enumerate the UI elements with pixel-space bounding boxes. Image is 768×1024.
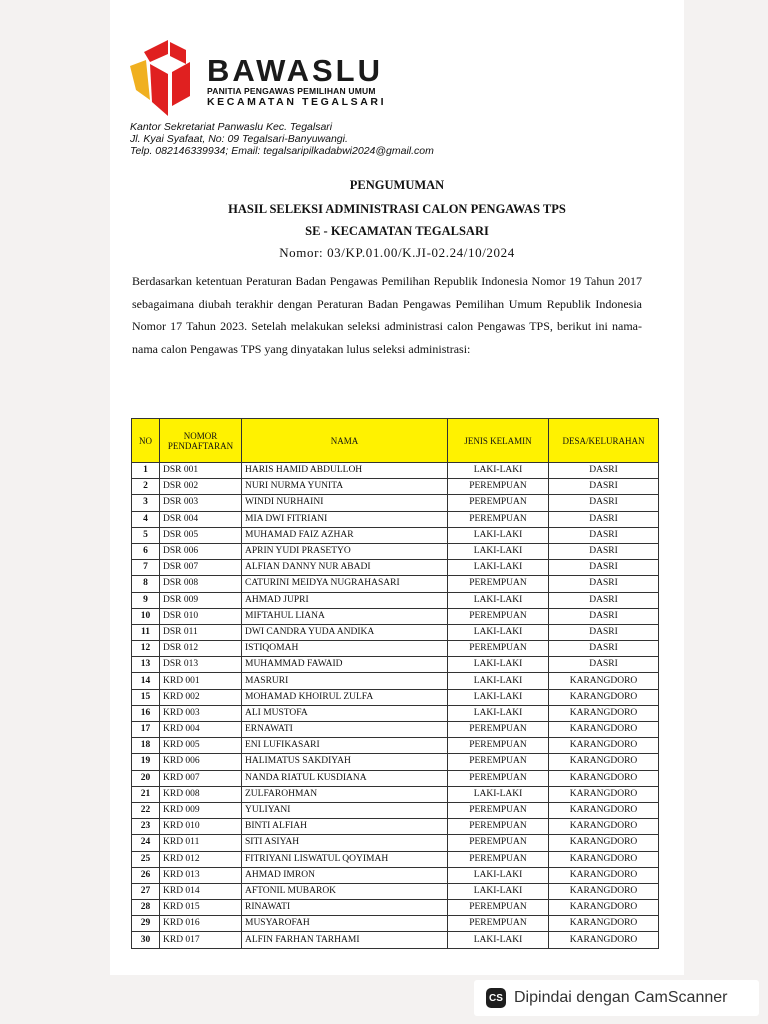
address-line: Jl. Kyai Syafaat, No: 09 Tegalsari-Banyuwangi. (130, 133, 348, 145)
cell-village: DASRI (549, 657, 659, 673)
table-row (132, 624, 659, 640)
cell-gender: PEREMPUAN (448, 495, 549, 511)
cell-name: AHMAD JUPRI (242, 592, 448, 608)
cell-gender: PEREMPUAN (448, 900, 549, 916)
cell-registration-number: KRD 016 (160, 916, 242, 932)
cell-name: SITI ASIYAH (242, 835, 448, 851)
cell-registration-number: KRD 014 (160, 883, 242, 899)
table-row (132, 916, 659, 932)
cell-registration-number: KRD 008 (160, 786, 242, 802)
table-row (132, 673, 659, 689)
cell-gender: PEREMPUAN (448, 851, 549, 867)
bawaslu-logo-icon (128, 40, 208, 118)
table-row (132, 608, 659, 624)
cell-no: 17 (132, 722, 160, 738)
cell-name: ALFIAN DANNY NUR ABADI (242, 560, 448, 576)
cell-village: KARANGDORO (549, 689, 659, 705)
table-row (132, 592, 659, 608)
cell-gender: LAKI-LAKI (448, 560, 549, 576)
cell-registration-number: DSR 003 (160, 495, 242, 511)
cell-village: DASRI (549, 511, 659, 527)
cell-village: KARANGDORO (549, 770, 659, 786)
cell-registration-number: DSR 001 (160, 463, 242, 479)
cell-name: DWI CANDRA YUDA ANDIKA (242, 624, 448, 640)
cell-registration-number: KRD 013 (160, 867, 242, 883)
cell-registration-number: DSR 008 (160, 576, 242, 592)
cell-no: 15 (132, 689, 160, 705)
header-no: NO (132, 419, 160, 463)
cell-name: ZULFAROHMAN (242, 786, 448, 802)
cell-gender: LAKI-LAKI (448, 624, 549, 640)
letterhead-contact (130, 121, 434, 157)
cell-name: CATURINI MEIDYA NUGRAHASARI (242, 576, 448, 592)
address-line: Kantor Sekretariat Panwaslu Kec. Tegalsari (130, 121, 333, 133)
cell-gender: PEREMPUAN (448, 576, 549, 592)
table-row (132, 802, 659, 818)
table-row (132, 722, 659, 738)
cell-registration-number: KRD 009 (160, 802, 242, 818)
cell-registration-number: KRD 001 (160, 673, 242, 689)
cell-village: KARANGDORO (549, 754, 659, 770)
cell-village: DASRI (549, 576, 659, 592)
table-row (132, 479, 659, 495)
cell-village: DASRI (549, 527, 659, 543)
cell-name: MIA DWI FITRIANI (242, 511, 448, 527)
cell-name: MUHAMMAD FAWAID (242, 657, 448, 673)
cell-village: DASRI (549, 592, 659, 608)
cell-no: 23 (132, 819, 160, 835)
cell-gender: PEREMPUAN (448, 835, 549, 851)
cell-name: NURI NURMA YUNITA (242, 479, 448, 495)
cell-village: KARANGDORO (549, 722, 659, 738)
cell-gender: PEREMPUAN (448, 754, 549, 770)
table-row (132, 851, 659, 867)
cell-no: 7 (132, 560, 160, 576)
cell-no: 1 (132, 463, 160, 479)
cell-village: KARANGDORO (549, 916, 659, 932)
table-row (132, 786, 659, 802)
cell-registration-number: DSR 002 (160, 479, 242, 495)
cell-name: ISTIQOMAH (242, 641, 448, 657)
cell-no: 16 (132, 705, 160, 721)
cell-village: KARANGDORO (549, 867, 659, 883)
header-registration-number: NOMOR PENDAFTARAN (160, 419, 242, 463)
cell-village: KARANGDORO (549, 738, 659, 754)
cell-gender: PEREMPUAN (448, 916, 549, 932)
cell-gender: LAKI-LAKI (448, 673, 549, 689)
cell-name: MUHAMAD FAIZ AZHAR (242, 527, 448, 543)
cell-name: MUSYAROFAH (242, 916, 448, 932)
cell-registration-number: DSR 011 (160, 624, 242, 640)
table-row (132, 543, 659, 559)
table-row (132, 932, 659, 948)
cell-village: KARANGDORO (549, 883, 659, 899)
announcement-body: Berdasarkan ketentuan Peraturan Badan Pengawas Pemilihan Republik Indonesia Nomor 19 Tahun 2017 sebagaimana diubah terakhir dengan Peraturan Badan Pengawas Pemilihan Umum Republik Indonesia Nomor 17 Tahun 2023. Setelah melakukan seleksi administrasi calon Pengawas TPS, berikut ini nama-nama calon Pengawas TPS yang dinyatakan lulus seleksi administrasi: (132, 274, 642, 356)
cell-registration-number: KRD 002 (160, 689, 242, 705)
table-row (132, 754, 659, 770)
cell-gender: LAKI-LAKI (448, 463, 549, 479)
cell-name: ALI MUSTOFA (242, 705, 448, 721)
cell-no: 29 (132, 916, 160, 932)
table-row (132, 883, 659, 899)
announcement-subtitle: HASIL SELEKSI ADMINISTRASI CALON PENGAWAS TPS (228, 202, 566, 216)
cell-registration-number: KRD 011 (160, 835, 242, 851)
cell-no: 28 (132, 900, 160, 916)
camscanner-watermark (474, 980, 759, 1016)
announcement-title: PENGUMUMAN (349, 178, 445, 192)
cell-no: 25 (132, 851, 160, 867)
cell-no: 27 (132, 883, 160, 899)
cell-village: DASRI (549, 624, 659, 640)
cell-no: 20 (132, 770, 160, 786)
table-row (132, 463, 659, 479)
cell-name: YULIYANI (242, 802, 448, 818)
cell-gender: PEREMPUAN (448, 738, 549, 754)
cell-no: 22 (132, 802, 160, 818)
cell-village: KARANGDORO (549, 819, 659, 835)
cell-registration-number: KRD 017 (160, 932, 242, 948)
cell-no: 19 (132, 754, 160, 770)
table-row (132, 705, 659, 721)
cell-name: WINDI NURHAINI (242, 495, 448, 511)
cell-village: KARANGDORO (549, 786, 659, 802)
cell-gender: PEREMPUAN (448, 802, 549, 818)
cell-registration-number: DSR 005 (160, 527, 242, 543)
cell-no: 6 (132, 543, 160, 559)
header-name: NAMA (242, 419, 448, 463)
cell-gender: PEREMPUAN (448, 641, 549, 657)
cell-no: 5 (132, 527, 160, 543)
cell-no: 14 (132, 673, 160, 689)
cell-no: 4 (132, 511, 160, 527)
table-row (132, 511, 659, 527)
cell-no: 3 (132, 495, 160, 511)
cell-registration-number: KRD 004 (160, 722, 242, 738)
cell-gender: LAKI-LAKI (448, 543, 549, 559)
result-table (131, 418, 659, 949)
cell-gender: LAKI-LAKI (448, 592, 549, 608)
cell-village: DASRI (549, 641, 659, 657)
cell-gender: LAKI-LAKI (448, 689, 549, 705)
table-row (132, 657, 659, 673)
table-row (132, 835, 659, 851)
cell-village: DASRI (549, 543, 659, 559)
cell-name: ALFIN FARHAN TARHAMI (242, 932, 448, 948)
cell-no: 10 (132, 608, 160, 624)
cell-village: KARANGDORO (549, 802, 659, 818)
cell-village: KARANGDORO (549, 705, 659, 721)
contact-line: Telp. 082146339934; Email: tegalsaripilkadabwi2024@gmail.com (130, 145, 434, 157)
cell-name: MIFTAHUL LIANA (242, 608, 448, 624)
cell-gender: PEREMPUAN (448, 479, 549, 495)
cell-no: 24 (132, 835, 160, 851)
announcement-number: Nomor: 03/KP.01.00/K.JI-02.24/10/2024 (279, 245, 515, 260)
cell-village: DASRI (549, 463, 659, 479)
cell-no: 13 (132, 657, 160, 673)
cell-name: APRIN YUDI PRASETYO (242, 543, 448, 559)
cell-name: ENI LUFIKASARI (242, 738, 448, 754)
cell-no: 18 (132, 738, 160, 754)
table-row (132, 527, 659, 543)
cell-gender: LAKI-LAKI (448, 657, 549, 673)
cell-registration-number: KRD 015 (160, 900, 242, 916)
cell-no: 21 (132, 786, 160, 802)
table-row (132, 900, 659, 916)
cell-no: 11 (132, 624, 160, 640)
cell-registration-number: DSR 010 (160, 608, 242, 624)
cell-name: ERNAWATI (242, 722, 448, 738)
table-row (132, 495, 659, 511)
table-row (132, 560, 659, 576)
cell-name: AHMAD IMRON (242, 867, 448, 883)
camscanner-icon: CS (486, 988, 506, 1008)
cell-registration-number: KRD 012 (160, 851, 242, 867)
cell-name: HALIMATUS SAKDIYAH (242, 754, 448, 770)
table-row (132, 738, 659, 754)
cell-registration-number: KRD 006 (160, 754, 242, 770)
cell-name: AFTONIL MUBAROK (242, 883, 448, 899)
cell-registration-number: DSR 006 (160, 543, 242, 559)
cell-village: KARANGDORO (549, 900, 659, 916)
cell-gender: LAKI-LAKI (448, 705, 549, 721)
org-subtitle: PANITIA PENGAWAS PEMILIHAN UMUM (207, 86, 376, 96)
cell-gender: LAKI-LAKI (448, 932, 549, 948)
cell-name: MASRURI (242, 673, 448, 689)
org-name: BAWASLU (207, 53, 383, 88)
cell-village: KARANGDORO (549, 673, 659, 689)
table-header-row (132, 419, 659, 463)
cell-name: HARIS HAMID ABDULLOH (242, 463, 448, 479)
table-row (132, 576, 659, 592)
letterhead-brand (207, 53, 387, 108)
cell-village: DASRI (549, 608, 659, 624)
cell-gender: PEREMPUAN (448, 819, 549, 835)
camscanner-label: Dipindai dengan CamScanner (514, 989, 728, 1006)
cell-registration-number: DSR 009 (160, 592, 242, 608)
cell-registration-number: KRD 005 (160, 738, 242, 754)
cell-name: MOHAMAD KHOIRUL ZULFA (242, 689, 448, 705)
cell-name: RINAWATI (242, 900, 448, 916)
cell-village: KARANGDORO (549, 932, 659, 948)
cell-village: DASRI (549, 560, 659, 576)
cell-gender: PEREMPUAN (448, 511, 549, 527)
cell-no: 26 (132, 867, 160, 883)
announcement-subtitle-2: SE - KECAMATAN TEGALSARI (305, 224, 489, 238)
cell-registration-number: DSR 004 (160, 511, 242, 527)
cell-gender: PEREMPUAN (448, 770, 549, 786)
cell-village: KARANGDORO (549, 835, 659, 851)
org-district: KECAMATAN TEGALSARI (207, 96, 387, 108)
cell-gender: LAKI-LAKI (448, 883, 549, 899)
cell-no: 30 (132, 932, 160, 948)
cell-registration-number: DSR 012 (160, 641, 242, 657)
cell-village: KARANGDORO (549, 851, 659, 867)
cell-no: 12 (132, 641, 160, 657)
cell-village: DASRI (549, 495, 659, 511)
cell-no: 9 (132, 592, 160, 608)
table-row (132, 641, 659, 657)
cell-registration-number: DSR 013 (160, 657, 242, 673)
table-row (132, 867, 659, 883)
cell-gender: PEREMPUAN (448, 722, 549, 738)
cell-no: 8 (132, 576, 160, 592)
table-row (132, 819, 659, 835)
cell-registration-number: KRD 003 (160, 705, 242, 721)
header-gender: JENIS KELAMIN (448, 419, 549, 463)
cell-no: 2 (132, 479, 160, 495)
cell-gender: LAKI-LAKI (448, 867, 549, 883)
cell-gender: PEREMPUAN (448, 608, 549, 624)
table-row (132, 770, 659, 786)
cell-name: BINTI ALFIAH (242, 819, 448, 835)
cell-name: NANDA RIATUL KUSDIANA (242, 770, 448, 786)
cell-registration-number: DSR 007 (160, 560, 242, 576)
cell-gender: LAKI-LAKI (448, 527, 549, 543)
header-village: DESA/KELURAHAN (549, 419, 659, 463)
table-row (132, 689, 659, 705)
cell-gender: LAKI-LAKI (448, 786, 549, 802)
cell-registration-number: KRD 007 (160, 770, 242, 786)
cell-village: DASRI (549, 479, 659, 495)
cell-name: FITRIYANI LISWATUL QOYIMAH (242, 851, 448, 867)
cell-registration-number: KRD 010 (160, 819, 242, 835)
